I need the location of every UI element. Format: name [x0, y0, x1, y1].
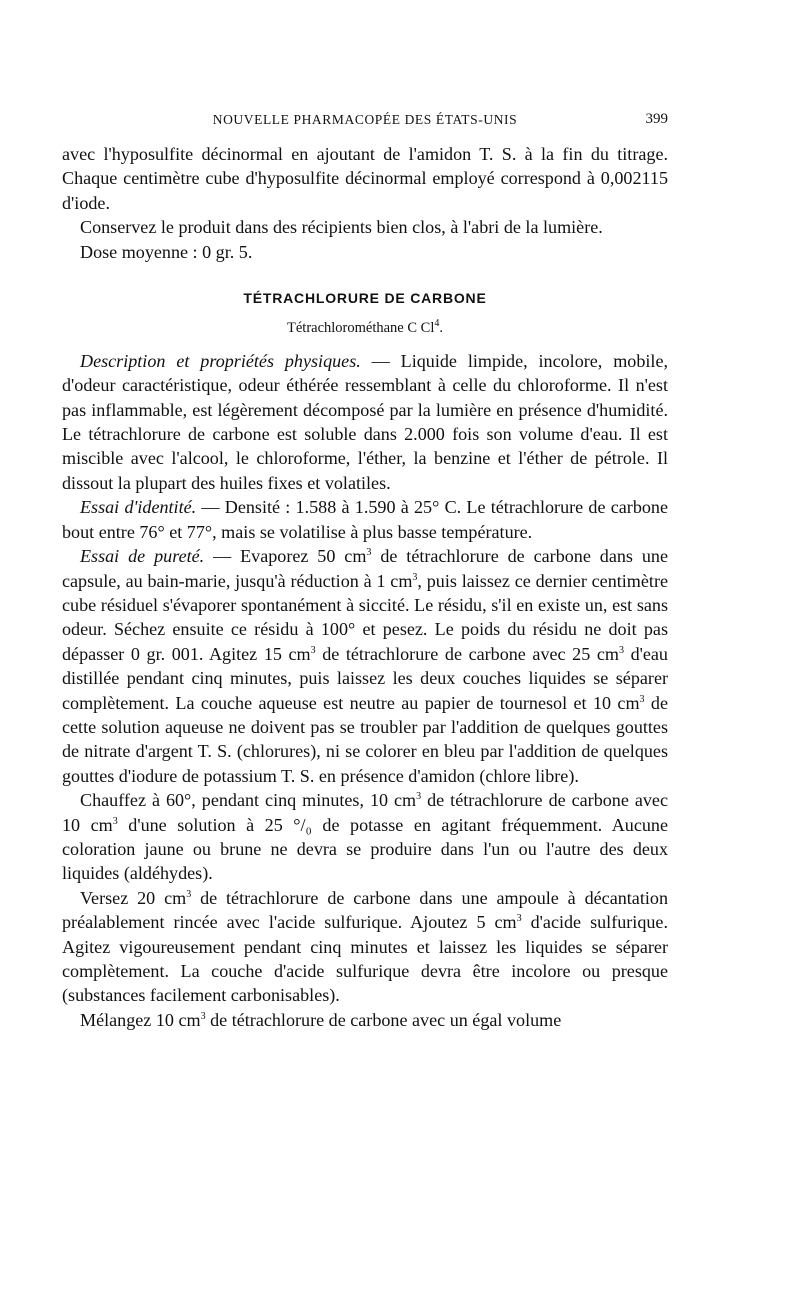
purete-text-a: — Evaporez 50 cm [204, 546, 367, 567]
versez-text-b: de tétrachlorure de carbone dans une ampoule à décantation préalablement rincée avec l'acide sulfurique. Ajoutez 5 cm [62, 887, 668, 933]
page-number: 399 [645, 111, 668, 127]
chauffez-text-b: de tétrachlorure de carbone avec 10 cm [62, 790, 668, 835]
page-header [62, 108, 668, 132]
purete-text-d: de tétrachlorure de carbone avec 25 cm [315, 643, 619, 664]
purete-text-c: , puis laissez ce dernier centimètre cube résiduel s'évaporer spontanément à siccité. Le résidu, s'il en existe un, est sans odeur. Séchez ensuite ce résidu à 100° et pesez. Le poids du résidu ne doit pas dépasser 0 gr. 001. Agitez 15 cm [62, 570, 668, 664]
paragraph-description [62, 349, 668, 495]
purete-text-b: de tétrachlorure de carbone dans une capsule, au bain-marie, jusqu'à réduction à 1 cm [62, 546, 668, 591]
melangez-text-a: Mélangez 10 cm [80, 1009, 201, 1030]
versez-text-a: Versez 20 cm [80, 887, 187, 908]
superscript: 3 [200, 1010, 206, 1022]
superscript: 3 [366, 547, 372, 559]
superscript: 3 [516, 913, 522, 925]
paragraph-dose: Dose moyenne : 0 gr. 5. [80, 241, 253, 262]
purete-text-e: d'eau distillée pendant cinq minutes, puis laissez les deux couches liquides se séparer complètement. La couche aqueuse est neutre au papier de tournesol et 10 cm [62, 643, 668, 713]
identite-text: — Densité : 1.588 à 1.590 à 25° C. Le tétrachlorure de carbone bout entre 76° et 77°, mais se volatilise à plus basse température. [62, 497, 669, 542]
section-synonym [62, 316, 668, 340]
chauffez-text-c: d'une solution à 25 °/₀ de potasse en agitant fréquemment. Aucune coloration jaune ou brune ne devra se produire dans l'un ou l'autre des deux liquides (aldéhydes). [62, 814, 668, 884]
superscript: 3 [618, 644, 624, 656]
paragraph-identite [62, 495, 668, 544]
superscript: 3 [112, 815, 118, 827]
synonym-end: . [439, 320, 443, 337]
synonym-superscript: 4 [434, 318, 440, 330]
running-title: NOUVELLE PHARMACOPÉE DES ÉTATS-UNIS [212, 112, 518, 127]
description-heading: Description et propriétés physiques. [80, 350, 361, 371]
superscript: 3 [186, 888, 192, 900]
superscript: 3 [310, 644, 316, 656]
chauffez-text-a: Chauffez à 60°, pendant cinq minutes, 10 cm [80, 790, 417, 811]
purete-text-f: de cette solution aqueuse ne doivent pas se troubler par l'addition de quelques gouttes de nitrate d'argent T. S. (chlorures), ni se colorer en bleu par l'addition de quelques gouttes d'iodure de potassium T. S. en présence d'amidon (chlore libre). [62, 692, 668, 786]
melangez-text-b: de tétrachlorure de carbone avec un égal volume [205, 1009, 562, 1030]
paragraph-chauffez [62, 788, 668, 886]
paragraph-versez [62, 886, 668, 1008]
identite-heading: Essai d'identité. [80, 497, 197, 518]
paragraph-melangez [62, 1008, 668, 1032]
synonym-text: Tétrachlorométhane C Cl [287, 320, 435, 337]
section-title: TÉTRACHLORURE DE CARBONE [243, 290, 487, 307]
superscript: 3 [416, 791, 422, 803]
paragraph-titration: avec l'hyposulfite décinormal en ajoutant de l'amidon T. S. à la fin du titrage. Chaque centimètre cube d'hyposulfite décinormal employé correspond à 0,002115 d'iode. [62, 144, 668, 213]
paragraph-purete [62, 544, 668, 788]
versez-text-c: d'acide sulfurique. Agitez vigoureusement pendant cinq minutes et laissez les liquides se séparer complètement. La couche d'acide sulfurique devra être incolore ou presque (substances facilement carbonisables). [62, 912, 668, 1006]
page-body [62, 142, 668, 1032]
purete-heading: Essai de pureté. [80, 546, 205, 567]
superscript: 3 [412, 571, 418, 583]
description-text: — Liquide limpide, incolore, mobile, d'odeur caractéristique, odeur éthérée ressemblant à celle du chloroforme. Il n'est pas inflammable, est légèrement décomposé par la lumière en présence d'humidité. Le tétrachlorure de carbone est soluble dans 2.000 fois son volume d'eau. Il est miscible avec l'alcool, le chloroforme, l'éther, la benzine et l'éther de pétrole. Il dissout la plupart des huiles fixes et volatiles. [62, 350, 668, 493]
superscript: 3 [639, 693, 645, 705]
paragraph-storage: Conservez le produit dans des récipients bien clos, à l'abri de la lumière. [80, 217, 603, 238]
